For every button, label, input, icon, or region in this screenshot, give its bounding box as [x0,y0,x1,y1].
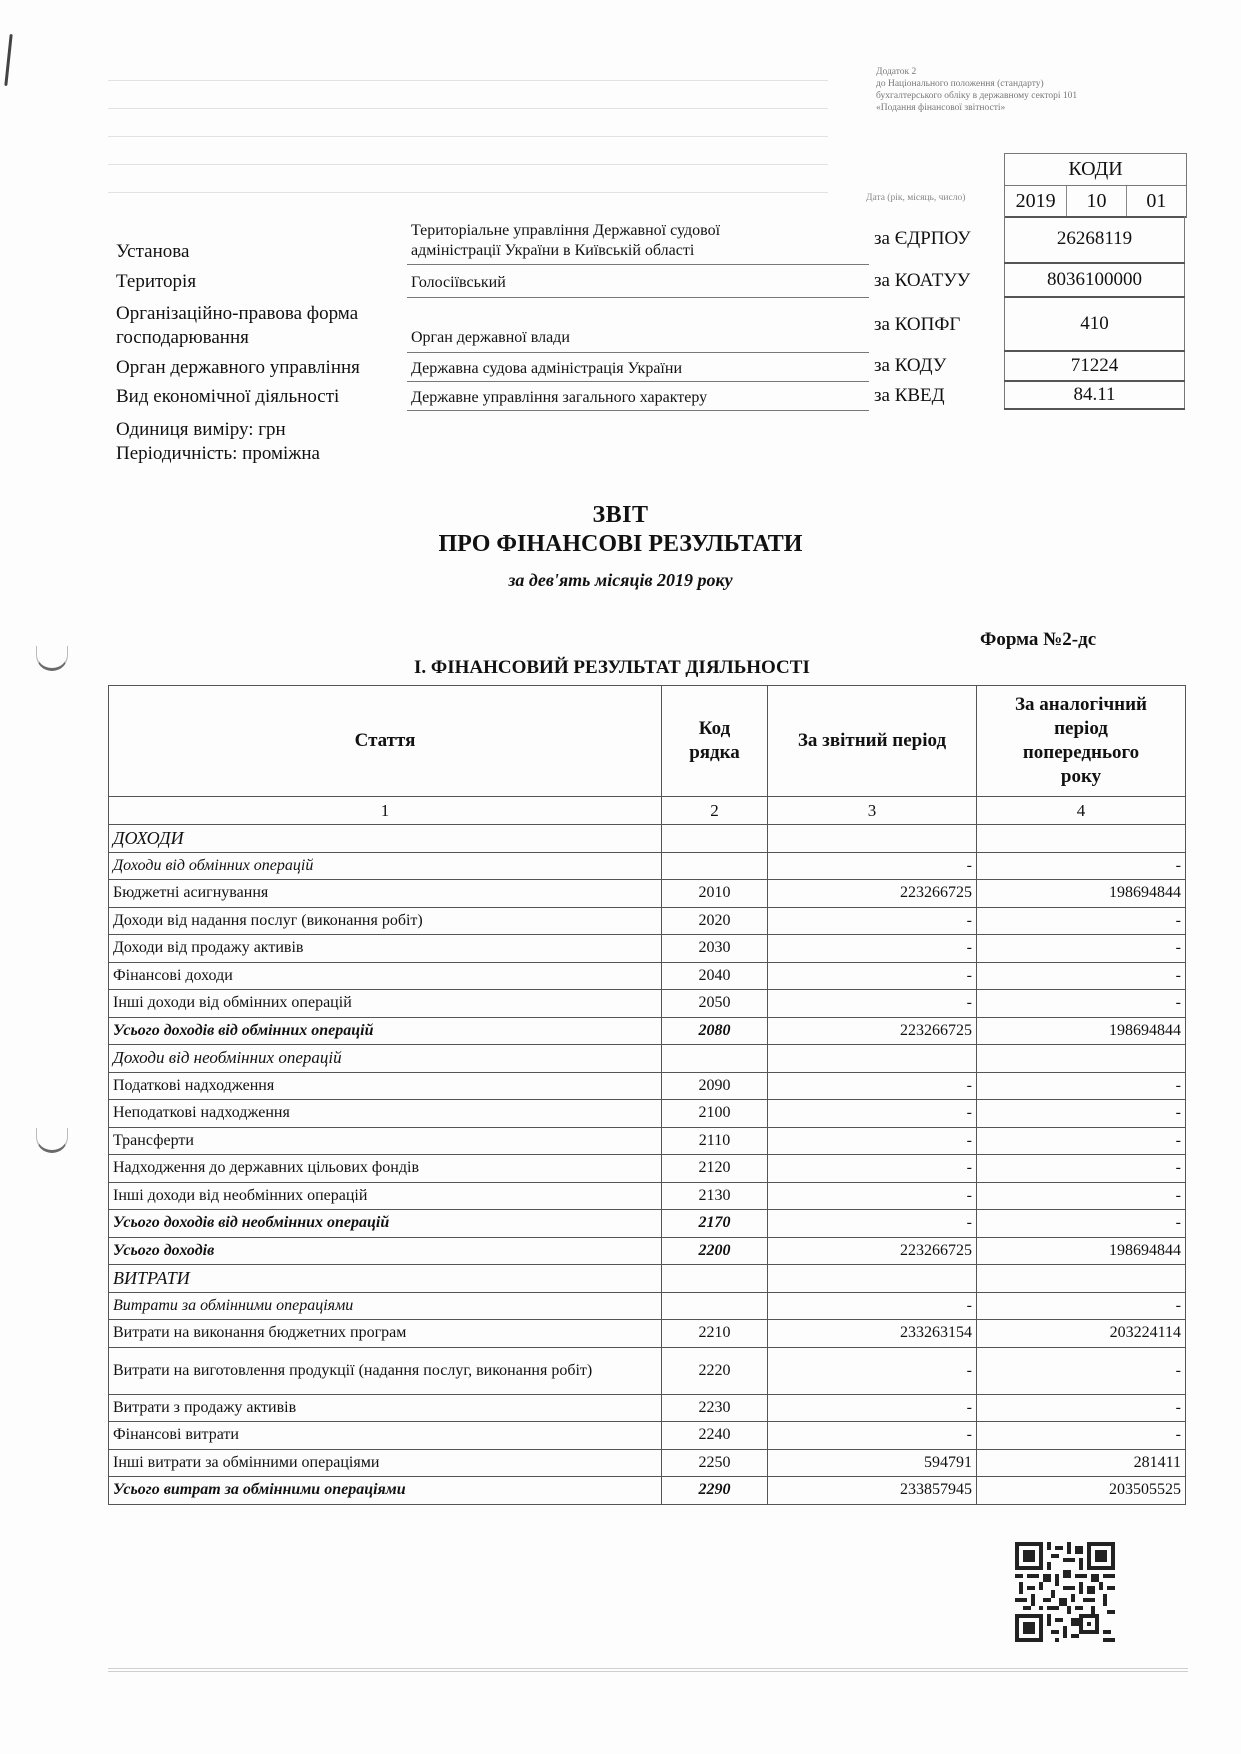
territory-label: Територія [116,271,197,292]
header-previous-line: За аналогічний [1014,694,1148,715]
header-previous-period [977,686,1186,797]
column-number: 3 [768,797,977,825]
row-article: ДОХОДИ [109,825,662,853]
row-previous: - [977,1347,1186,1394]
table-row-total [109,1210,1186,1238]
row-code: 2080 [662,1017,768,1045]
legal-form-value: Орган державної влади [411,329,570,346]
row-previous: 203505525 [977,1477,1186,1505]
row-current: - [768,1072,977,1100]
row-previous: - [977,1182,1186,1210]
header-previous-line: року [1060,766,1102,787]
row-article: Витрати за обмінними операціями [109,1292,662,1320]
row-previous: 198694844 [977,1017,1186,1045]
row-article: Доходи від надання послуг (виконання робіт) [109,907,662,935]
row-current: 233263154 [768,1320,977,1348]
row-previous: 198694844 [977,1237,1186,1265]
punch-hole-mark [36,646,68,671]
date-row [1005,186,1186,218]
row-code: 2090 [662,1072,768,1100]
table-row [109,1347,1186,1394]
report-title-sub: ПРО ФІНАНСОВІ РЕЗУЛЬТАТИ [438,531,803,557]
table-row [109,990,1186,1018]
row-article: Інші доходи від необмінних операцій [109,1182,662,1210]
qr-code-icon [1015,1542,1115,1642]
codes-header: КОДИ [1005,154,1186,186]
row-article: Витрати з продажу активів [109,1394,662,1422]
row-code: 2210 [662,1320,768,1348]
row-previous: - [977,935,1186,963]
row-previous: - [977,1155,1186,1183]
row-code: 2290 [662,1477,768,1505]
table-header-row [109,686,1186,797]
row-previous: 203224114 [977,1320,1186,1348]
table-row [109,1100,1186,1128]
institution-value [411,221,869,261]
row-article: ВИТРАТИ [109,1265,662,1293]
column-number: 4 [977,797,1186,825]
row-previous: - [977,852,1186,880]
table-row [109,1127,1186,1155]
header-previous-line: період [1054,718,1108,739]
bleed-through-line [108,192,828,193]
row-previous: 198694844 [977,880,1186,908]
table-row [109,1155,1186,1183]
table-row [109,825,1186,853]
underline [407,297,869,298]
row-article: Витрати на виконання бюджетних програм [109,1320,662,1348]
row-current: 223266725 [768,1237,977,1265]
institution-value-line: адміністрації України в Київській області [411,242,695,259]
header-current-period: За звітний період [768,686,977,797]
koatuu-value: 8036100000 [1004,264,1185,296]
table-row [109,880,1186,908]
row-current: - [768,1155,977,1183]
row-current: 594791 [768,1449,977,1477]
koatuu-label: за КОАТУУ [874,270,971,291]
row-current: - [768,1100,977,1128]
unit-label: Одиниця виміру: грн [116,419,286,440]
table-row [109,1265,1186,1293]
legal-form-label [116,302,358,350]
kodu-value: 71224 [1004,352,1185,380]
row-previous: - [977,907,1186,935]
kopfg-value: 410 [1004,298,1185,350]
table-row [109,852,1186,880]
appendix-note [876,66,1176,114]
table-row [109,962,1186,990]
date-month: 10 [1067,186,1126,216]
periodicity-label: Періодичність: проміжна [116,443,320,464]
row-article: Неподаткові надходження [109,1100,662,1128]
row-code [662,1045,768,1073]
header-code [662,686,768,797]
row-current: - [768,907,977,935]
institution-value-line: Територіальне управління Державної судової [411,222,721,239]
row-code: 2040 [662,962,768,990]
appendix-line: Додаток 2 [876,67,917,77]
appendix-line: «Подання фінансової звітності» [876,103,1006,113]
row-current: - [768,1394,977,1422]
row-article: Інші доходи від обмінних операцій [109,990,662,1018]
row-article: Фінансові доходи [109,962,662,990]
row-current: - [768,1210,977,1238]
bleed-through-line [108,164,828,165]
row-current [768,825,977,853]
row-article: Доходи від обмінних операцій [109,852,662,880]
row-code: 2250 [662,1449,768,1477]
row-code: 2010 [662,880,768,908]
table-row [109,935,1186,963]
row-previous: - [977,1072,1186,1100]
table-row [109,1394,1186,1422]
row-previous: - [977,1100,1186,1128]
bleed-through-line [108,136,828,137]
governing-body-value: Державна судова адміністрація України [411,360,682,377]
row-previous [977,825,1186,853]
header-code-line: Код [698,718,731,739]
row-code: 2230 [662,1394,768,1422]
divider [1004,408,1185,410]
row-current: 223266725 [768,880,977,908]
kodu-label: за КОДУ [874,355,947,376]
row-code: 2020 [662,907,768,935]
codes-box [1004,153,1187,218]
row-code: 2120 [662,1155,768,1183]
row-code: 2220 [662,1347,768,1394]
row-previous: - [977,1422,1186,1450]
row-code: 2050 [662,990,768,1018]
row-current: - [768,1292,977,1320]
row-previous: - [977,1292,1186,1320]
report-period: за дев'ять місяців 2019 року [508,570,733,590]
kved-label: за КВЕД [874,385,945,406]
row-article: Трансферти [109,1127,662,1155]
legal-form-label-line: Організаційно-правова форма [116,303,359,324]
activity-value: Державне управління загального характеру [411,389,708,406]
row-previous: - [977,1394,1186,1422]
header-previous-line: попереднього [1022,742,1140,763]
row-article: Усього доходів [109,1237,662,1265]
underline [407,410,869,411]
column-number: 2 [662,797,768,825]
row-current: - [768,935,977,963]
row-article: Витрати на виготовлення продукції (надання послуг, виконання робіт) [109,1347,662,1394]
row-code: 2030 [662,935,768,963]
kved-value: 84.11 [1004,382,1185,408]
underline [407,264,869,265]
table-row [109,1072,1186,1100]
date-label: Дата (рік, місяць, число) [866,193,966,203]
section-title: І. ФІНАНСОВИЙ РЕЗУЛЬТАТ ДІЯЛЬНОСТІ [414,657,810,678]
row-current: - [768,1347,977,1394]
row-code: 2200 [662,1237,768,1265]
row-article: Усього витрат за обмінними операціями [109,1477,662,1505]
row-previous: - [977,1127,1186,1155]
governing-body-label: Орган державного управління [116,357,360,378]
row-current: - [768,852,977,880]
row-previous [977,1265,1186,1293]
row-previous: - [977,1210,1186,1238]
edrpou-value: 26268119 [1004,216,1185,262]
row-code: 2130 [662,1182,768,1210]
table-row [109,1045,1186,1073]
row-article: Усього доходів від обмінних операцій [109,1017,662,1045]
territory-value: Голосіївський [411,274,506,291]
row-code: 2110 [662,1127,768,1155]
row-previous [977,1045,1186,1073]
row-current: - [768,962,977,990]
row-code [662,1292,768,1320]
row-current: - [768,1182,977,1210]
activity-label: Вид економічної діяльності [116,386,340,407]
table-row-total [109,1477,1186,1505]
row-previous: 281411 [977,1449,1186,1477]
row-article: Бюджетні асигнування [109,880,662,908]
row-current [768,1045,977,1073]
row-current: 223266725 [768,1017,977,1045]
date-year: 2019 [1005,186,1067,216]
row-code: 2100 [662,1100,768,1128]
row-article: Фінансові витрати [109,1422,662,1450]
column-number: 1 [109,797,662,825]
punch-hole-mark [36,1128,68,1153]
form-number: Форма №2-дс [980,629,1097,650]
bleed-through-line [108,80,828,81]
underline [407,352,869,353]
appendix-line: бухгалтерського обліку в державному секторі 101 [876,91,1078,101]
footer-divider [108,1668,1188,1669]
pen-mark [4,34,12,86]
table-row-total [109,1237,1186,1265]
row-article: Інші витрати за обмінними операціями [109,1449,662,1477]
row-code: 2170 [662,1210,768,1238]
row-code [662,825,768,853]
table-row [109,1292,1186,1320]
report-title: ЗВІТ [592,502,649,528]
row-previous: - [977,990,1186,1018]
legal-form-label-line: господарювання [116,327,249,348]
row-current: - [768,1422,977,1450]
header-article: Стаття [109,686,662,797]
appendix-line: до Національного положення (стандарту) [876,79,1044,89]
financial-results-table [108,685,1186,1505]
table-row [109,1182,1186,1210]
row-code [662,852,768,880]
table-row [109,907,1186,935]
row-article: Податкові надходження [109,1072,662,1100]
row-current: - [768,990,977,1018]
row-previous: - [977,962,1186,990]
row-current: - [768,1127,977,1155]
kopfg-label: за КОПФГ [874,314,961,335]
row-article: Доходи від необмінних операцій [109,1045,662,1073]
row-code: 2240 [662,1422,768,1450]
bleed-through-line [108,108,828,109]
edrpou-label: за ЄДРПОУ [874,228,971,249]
table-row [109,1320,1186,1348]
row-article: Доходи від продажу активів [109,935,662,963]
underline [407,381,869,382]
table-row [109,1422,1186,1450]
table-row [109,1449,1186,1477]
row-article: Усього доходів від необмінних операцій [109,1210,662,1238]
row-current: 233857945 [768,1477,977,1505]
footer-divider [108,1671,1188,1672]
table-row-total [109,1017,1186,1045]
header-code-line: рядка [689,742,740,763]
row-current [768,1265,977,1293]
date-day: 01 [1146,190,1167,212]
row-code [662,1265,768,1293]
column-number-row [109,797,1186,825]
row-article: Надходження до державних цільових фондів [109,1155,662,1183]
institution-label: Установа [116,241,190,262]
